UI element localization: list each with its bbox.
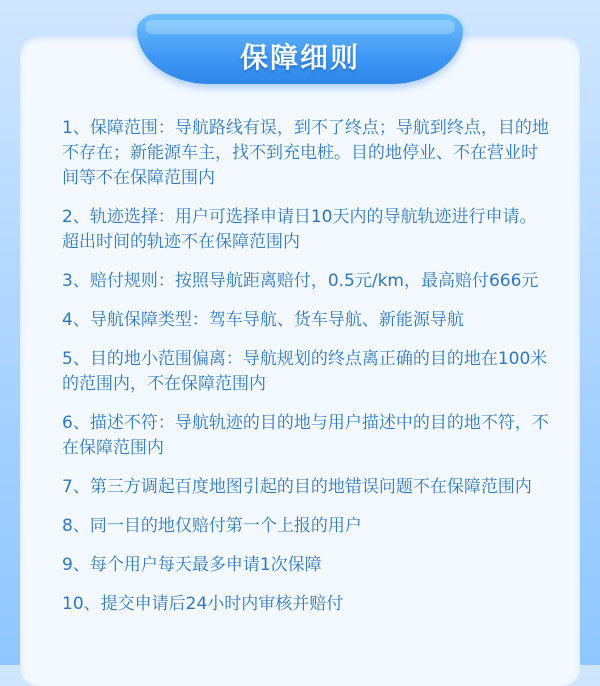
rule-item-8: 8、同一目的地仅赔付第一个上报的用户 (62, 516, 362, 536)
rule-item-2: 2、轨迹选择：用户可选择申请日10天内的导航轨迹进行申请。超出时间的轨迹不在保障范围内 (62, 207, 537, 252)
rules-list (62, 116, 552, 631)
rule-item-7: 7、第三方调起百度地图引起的目的地错误问题不在保障范围内 (62, 477, 532, 497)
rule-item-6: 6、描述不符：导航轨迹的目的地与用户描述中的目的地不符，不在保障范围内 (62, 413, 549, 458)
rule-item-10: 10、提交申请后24小时内审核并赔付 (62, 594, 344, 614)
page-title: 保障细则 (239, 41, 360, 74)
header-banner (137, 14, 463, 84)
rule-item-3: 3、赔付规则：按照导航距离赔付，0.5元/km，最高赔付666元 (62, 271, 539, 291)
rule-item-9: 9、每个用户每天最多申请1次保障 (62, 555, 322, 575)
rule-item-4: 4、导航保障类型：驾车导航、货车导航、新能源导航 (62, 310, 464, 330)
rule-item-5: 5、目的地小范围偏离：导航规划的终点离正确的目的地在100米的范围内，不在保障范围内 (62, 349, 548, 394)
rule-item-1: 1、保障范围：导航路线有误，到不了终点；导航到终点，目的地不存在；新能源车主，找不到充电桩。目的地停业、不在营业时间等不在保障范围内 (62, 118, 549, 188)
